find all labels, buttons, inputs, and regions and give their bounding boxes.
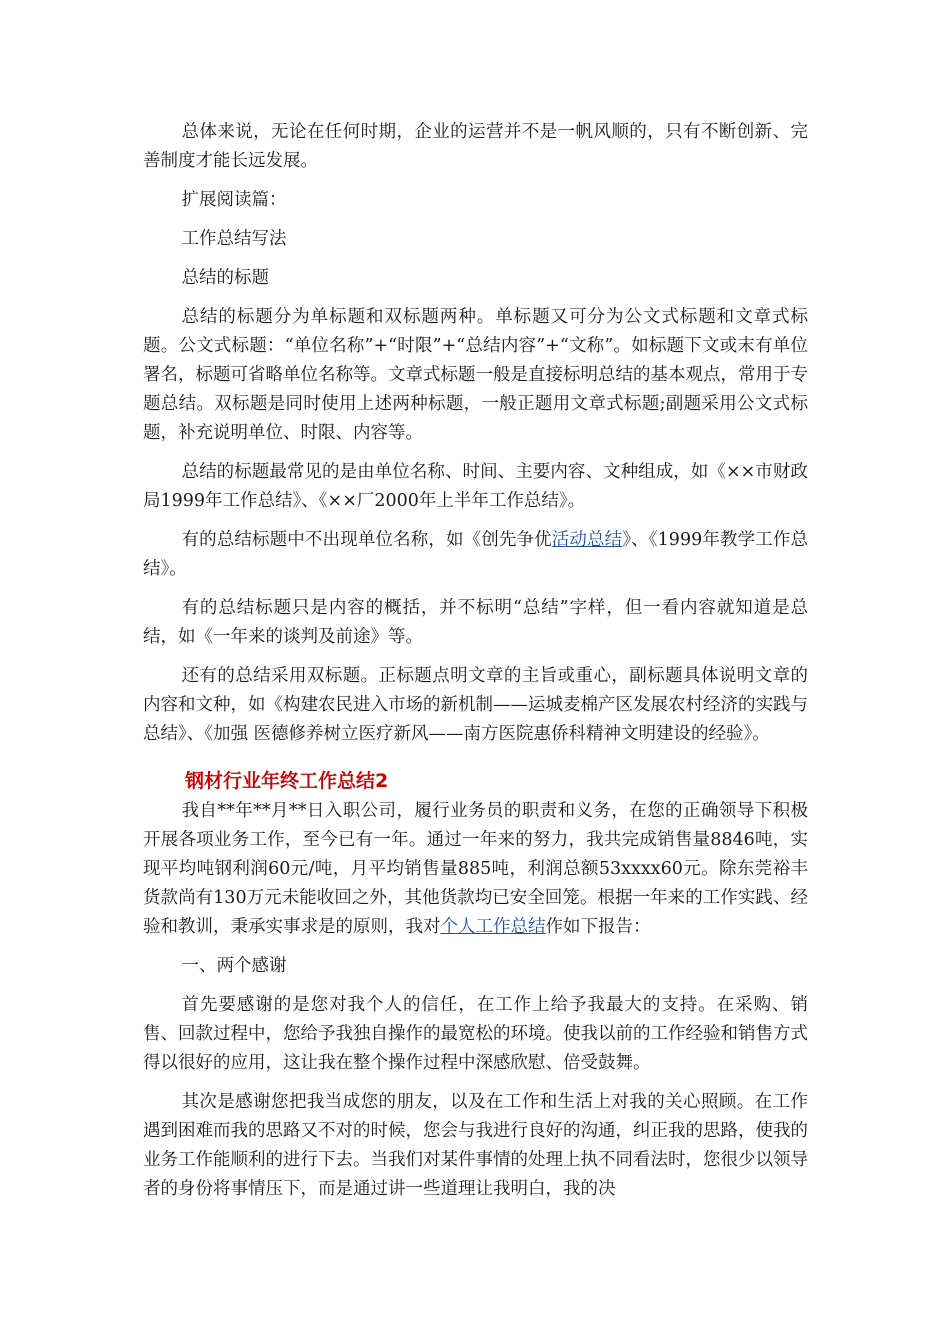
paragraph-title-no-unit — [143, 526, 808, 584]
activity-summary-link[interactable]: 活动总结 — [551, 530, 623, 550]
paragraph-writing-method: 工作总结写法 — [181, 229, 287, 249]
text-segment: 有的总结标题中不出现单位名称，如《创先争优 — [181, 530, 552, 550]
paragraph-intro-report — [143, 797, 808, 942]
paragraph-title-types: 总结的标题分为单标题和双标题两种。单标题又可分为公文式标题和文章式标题。公文式标题：“单位名称”+“时限”+“总结内容”+“文称”。如标题下文或末有单位署名，标题可省略单位名称等。文章式标题一般是直接标明总结的基本观点，常用于专题总结。双标题是同时使用上述两种标题，一般正题用文章式标题;副题采用公文式标题，补充说明单位、时限、内容等。 — [143, 307, 808, 443]
paragraph-two-thanks: 一、两个感谢 — [181, 956, 287, 976]
paragraph-second-thanks: 其次是感谢您把我当成您的朋友，以及在工作和生活上对我的关心照顾。在工作遇到困难而我的思路又不对的时候，您会与我进行良好的沟通，纠正我的思路，使我的业务工作能顺利的进行下去。当我们对某件事情的处理上执不同看法时，您很少以领导者的身份将事情压下，而是通过讲一些道理让我明白，我的决 — [143, 1092, 808, 1199]
paragraph-summary: 总体来说，无论在任何时期，企业的运营并不是一帆风顺的，只有不断创新、完善制度才能长远发展。 — [143, 122, 808, 171]
text-segment: 》、《1999年教学工作总结》。 — [143, 530, 808, 579]
paragraph-first-thanks: 首先要感谢的是您对我个人的信任，在工作上给予我最大的支持。在采购、销售、回款过程中，您给予我独自操作的最宽松的环境。使我以前的工作经验和销售方式得以很好的应用，这让我在整个操作过程中深感欣慰、倍受鼓舞。 — [143, 995, 808, 1073]
paragraph-title-section: 总结的标题 — [181, 268, 269, 288]
section-heading: 钢材行业年终工作总结2 — [185, 770, 389, 792]
document-body — [143, 118, 808, 1204]
paragraph-extended-reading: 扩展阅读篇： — [181, 190, 287, 210]
paragraph-title-summary-only: 有的总结标题只是内容的概括，并不标明“总结”字样，但一看内容就知道是总结，如《一年来的谈判及前途》等。 — [143, 598, 808, 647]
paragraph-double-title: 还有的总结采用双标题。正标题点明文章的主旨或重心，副标题具体说明文章的内容和文种，如《构建农民进入市场的新机制——运城麦棉产区发展农村经济的实践与总结》、《加强 医德修养树立医疗新风——南方医院惠侨科精神文明建设的经验》。 — [143, 666, 808, 744]
text-segment: 我自**年**月**日入职公司，履行业务员的职责和义务，在您的正确领导下积极开展各项业务工作，至今已有一年。通过一年来的努力，我共完成销售量8846吨，实现平均吨钢利润60元/吨，月平均销售量885吨，利润总额53xxxx60元。除东莞裕丰货款尚有130万元未能收回之外，其他货款均已安全回笼。根据一年来的工作实践、经验和教训，秉承实事求是的原则，我对 — [143, 801, 808, 937]
paragraph-title-common: 总结的标题最常见的是由单位名称、时间、主要内容、文种组成，如《××市财政局1999年工作总结》、《××厂2000年上半年工作总结》。 — [143, 462, 808, 511]
text-segment: 作如下报告： — [545, 917, 651, 937]
personal-summary-link[interactable]: 个人工作总结 — [440, 917, 546, 937]
